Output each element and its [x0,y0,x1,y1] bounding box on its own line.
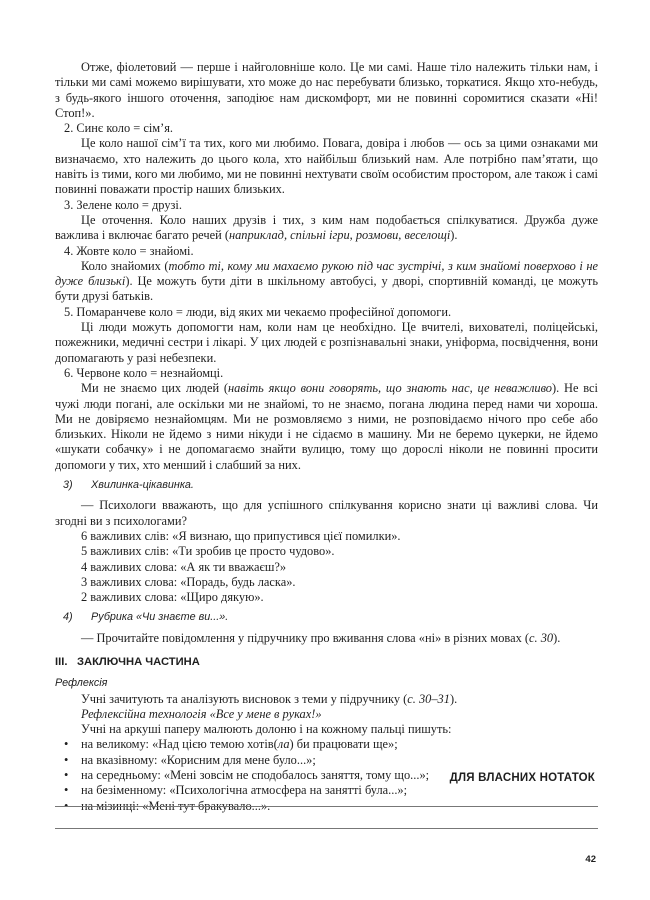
list-item: 5 важливих слів: «Ти зробив це просто чудово». [81,544,335,559]
notes-line [55,806,598,807]
page-number: 42 [585,854,596,865]
circle-2-text: Це коло нашої сім’ї та тих, кого ми любимо. Повага, довіра і любов — ось за цими ознаками ми визначаємо, хто належить до цього кола, хто найбільш близький нам. Але потрібно пам’ятати, що навіть із тими, кого ми любимо, ми не повинні нехтувати своїм особистим простором, але також і самі повинні поважати простір наших близьких. [55,136,598,197]
circle-6-text: Ми не знаємо цих людей (навіть якщо вони говорять, що знають нас, це неважливо). Не всі чужі люди погані, але оскільки ми не знайомі, то не знаємо, погана людина перед нами чи хороша. Ми не довіряємо незнайомцям. Ми не розмовляємо з ними, не розповідаємо нічого про себе або близьких. Ніколи не йдемо з ними нікуди і не сідаємо в машину. Ми не беремо цукерки, не йдемо «шукати собачку» і не допомагаємо знайти вулицю, тому що дорослі ніколи не повинні просити допомоги у тих, хто менший і слабший за них. [55,381,598,472]
fun-heading: 3) Хвилинка-цікавинка. [63,479,194,492]
technology-label: Рефлексійна технологія «Все у мене в руках!» [81,706,322,721]
important-words-list [55,529,598,605]
list-item: • на мізинці: «Мені тут бракувало...». [55,799,598,814]
list-item: • на великому: «Над цією темою хотів(ла) би працювати ще»; [55,737,598,752]
circle-3-text: Це оточення. Коло наших друзів і тих, з ким нам подобається спілкуватися. Дружба дуже важлива і включає багато речей (наприклад, спільні ігри, розмови, веселощі). [55,212,598,243]
rubric-text: — Прочитайте повідомлення у підручнику про вживання слова «ні» в різних мовах (с. 30). [81,630,561,645]
list-item: • на вказівному: «Корисним для мене було...»; [55,753,598,768]
list-item: 3 важливих слова: «Порадь, будь ласка». [81,574,296,589]
rubric-heading: 4) Рубрика «Чи знаєте ви...». [63,611,229,624]
technology-intro: Учні на аркуші паперу малюють долоню і на кожному пальці пишуть: [81,722,452,737]
list-item: • на середньому: «Мені зовсім не сподобалось заняття, тому що...»; [55,768,598,783]
circle-4-text: Коло знайомих (тобто ті, кому ми махаємо рукою під час зустрічі, з ким знайомі поверхово і не дуже близькі). Це можуть бути діти в шкільному автобусі, у дворі, спортивній команді, це можуть бути друзі батьків. [55,258,599,304]
circle-5-text: Ці люди можуть допомогти нам, коли нам це необхідно. Це вчителі, вихователі, поліцейські, пожежники, медичні сестри і лікарі. У цих людей є розпізнавальні знаки, уніформа, посвідчення, вони допомагають у разі небезпеки. [55,320,598,365]
reflection-text: Учні зачитують та аналізують висновок з теми у підручнику (с. 30–31). [81,691,458,706]
fun-question: — Психологи вважають, що для успішного спілкування корисно знати ці важливі слова. Чи згодні ви з психологами? [55,498,598,528]
circle-3-title: 3. Зелене коло = друзі. [64,197,182,212]
circle-4-title: 4. Жовте коло = знайомі. [64,243,194,258]
page-body [55,60,598,814]
list-item: 2 важливих слова: «Щиро дякую». [81,590,264,605]
list-item: • на безіменному: «Психологічна атмосфера на занятті була...»; [55,783,598,798]
list-item: 4 важливих слова: «А як ти вважаєш?» [81,559,287,574]
circle-2-title: 2. Синє коло = сім’я. [64,121,174,136]
list-item: 6 важливих слів: «Я визнаю, що припустився цієї помилки». [81,528,401,543]
notes-title: ДЛЯ ВЛАСНИХ НОТАТОК [449,772,595,784]
section-3-heading: ІІІ. ЗАКЛЮЧНА ЧАСТИНА [55,655,200,668]
circle-6-title: 6. Червоне коло = незнайомці. [64,365,224,380]
intro-paragraph: Отже, фіолетовий — перше і найголовніше коло. Це ми самі. Наше тіло належить тільки нам, і тільки ми самі можемо вирішувати, хто може до нас перебувати близько, торкатися. Якщо хто-небудь, з будь-якого іншого оточення, заподіює нам дискомфорт, ми не повинні соромитися сказати «Ні! Стоп!». [55,60,598,120]
circle-5-title: 5. Помаранчеве коло = люди, від яких ми чекаємо професійної допомоги. [64,304,452,319]
reflection-label: Рефлексія [55,677,108,690]
notes-line [55,828,598,829]
